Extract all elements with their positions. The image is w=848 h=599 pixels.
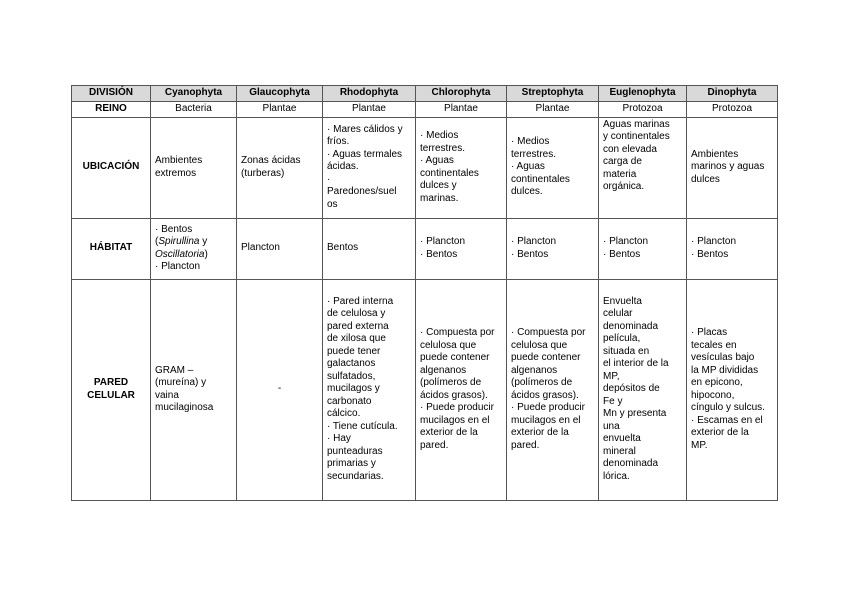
cell-line: exterior de la	[691, 427, 749, 438]
cell-line: os	[327, 198, 338, 210]
cell-line: · Escamas en el	[691, 414, 763, 426]
cell-line: · Puede producir	[420, 402, 494, 413]
cell-line: MP.	[691, 439, 708, 451]
cell-line: dulces	[691, 173, 720, 185]
cell-line: punteaduras	[327, 445, 383, 457]
cell-line: cálcico.	[327, 408, 361, 420]
cell-line: · Medios	[511, 136, 550, 148]
cell-line: celulosa que	[511, 339, 568, 351]
habitat-label: HÁBITAT	[72, 218, 151, 279]
cell-line: ácidos grasos).	[511, 389, 579, 401]
genus-oscillatoria: Oscillatoria	[155, 248, 205, 260]
cell-line: con elevada	[603, 143, 657, 155]
cell-line: algenanos	[511, 364, 558, 376]
reino-chlorophyta: Plantae	[416, 102, 507, 118]
reino-glaucophyta: Plantae	[237, 102, 323, 118]
habitat-chlorophyta	[416, 218, 507, 279]
cell-line: y continentales	[603, 131, 670, 142]
cell-line: cíngulo y sulcus.	[691, 402, 765, 413]
ubicacion-chlorophyta	[416, 117, 507, 218]
cell-line: lórica.	[603, 470, 630, 482]
pared-dinophyta	[687, 279, 778, 500]
cell-line: orgánica.	[603, 181, 645, 192]
cell-line: Envuelta	[603, 295, 642, 307]
cell-line: tecales en	[691, 339, 737, 351]
cell-line: · Placas	[691, 327, 728, 338]
cell-line: · Medios	[420, 130, 459, 141]
habitat-dinophyta	[687, 218, 778, 279]
cell-line: puede contener	[511, 352, 581, 363]
cell-line: mucilagos en el	[420, 414, 490, 426]
reino-rhodophyta: Plantae	[323, 102, 416, 118]
cell-line: exterior de la	[420, 427, 478, 438]
cell-line: · Compuesta por	[420, 327, 495, 338]
cell-line: dulces.	[511, 186, 543, 198]
pared-cyanophyta	[151, 279, 237, 500]
cell-line: · Pared interna	[327, 295, 394, 307]
habitat-cyano-genera	[155, 236, 232, 249]
ubicacion-euglenophyta	[599, 117, 687, 218]
cell-line: · Aguas	[511, 161, 545, 173]
cell-line: mucilaginosa	[155, 402, 214, 413]
cell-line: terrestres.	[420, 142, 466, 154]
habitat-cyano-bentos: · Bentos	[155, 223, 193, 235]
cell-line: pared.	[511, 439, 540, 451]
cell-line: ácidos grasos).	[420, 389, 488, 401]
cell-line: materia	[603, 168, 637, 180]
habitat-glaucophyta: Plancton	[237, 218, 323, 279]
cell-line: · Hay	[327, 433, 351, 445]
cell-line: depósitos de	[603, 383, 660, 395]
cell-line: (mureína) y	[155, 377, 207, 388]
cell-line: continentales	[420, 167, 479, 179]
ubicacion-label: UBICACIÓN	[72, 117, 151, 218]
header-streptophyta: Streptophyta	[507, 86, 599, 102]
cell-line: Ambientes	[155, 155, 203, 166]
cell-line: de xilosa que	[327, 333, 386, 345]
cell-line: · Bentos	[603, 248, 641, 260]
cell-line: pared externa	[327, 320, 389, 332]
reino-euglenophyta: Protozoa	[599, 102, 687, 118]
cell-line: · Compuesta por	[511, 327, 586, 338]
reino-row	[72, 102, 778, 118]
cell-line: celular	[603, 308, 633, 320]
cell-line: (polímeros de	[511, 377, 573, 388]
pared-row	[72, 279, 778, 500]
paren-close: )	[204, 248, 208, 260]
cell-line: Zonas ácidas	[241, 155, 301, 166]
pared-euglenophyta	[599, 279, 687, 500]
cell-line: · Plancton	[691, 236, 737, 247]
cell-line: ·	[327, 173, 331, 185]
reino-label: REINO	[72, 102, 151, 118]
cell-line: el interior de la	[603, 358, 669, 370]
ubicacion-streptophyta	[507, 117, 599, 218]
cell-line: en epicono,	[691, 377, 743, 388]
cell-line: terrestres.	[511, 148, 557, 160]
habitat-rhodophyta: Bentos	[323, 218, 416, 279]
cell-line: · Aguas termales	[327, 148, 403, 160]
cell-line: ácidas.	[327, 161, 359, 173]
cell-line: secundarias.	[327, 470, 384, 482]
cell-line: Ambientes	[691, 148, 739, 160]
cell-line: Paredones/suel	[327, 186, 397, 198]
cell-line: vesículas bajo	[691, 352, 755, 363]
pared-streptophyta	[507, 279, 599, 500]
habitat-cyano-plancton: · Plancton	[155, 261, 201, 272]
cell-line: puede tener	[327, 345, 381, 357]
cell-line: · Bentos	[511, 248, 549, 260]
ubicacion-glaucophyta	[237, 117, 323, 218]
algae-divisions-table	[71, 85, 778, 501]
header-dinophyta: Dinophyta	[687, 86, 778, 102]
cell-line: extremos	[155, 167, 197, 179]
cell-line: de celulosa y	[327, 308, 386, 320]
genus-spirullina: Spirullina	[158, 236, 200, 247]
cell-line: (polímeros de	[420, 377, 482, 388]
cell-line: mucilagos y	[327, 383, 380, 395]
cell-line: MP,	[603, 370, 620, 382]
cell-line: carbonato	[327, 395, 372, 407]
cell-line: mucilagos en el	[511, 414, 581, 426]
cell-line: · Mares cálidos y	[327, 123, 403, 135]
ubicacion-row	[72, 117, 778, 218]
header-glaucophyta: Glaucophyta	[237, 86, 323, 102]
cell-line: situada en	[603, 345, 650, 357]
pared-label	[72, 279, 151, 500]
cell-line: algenanos	[420, 364, 467, 376]
cell-line: marinas.	[420, 192, 459, 204]
cell-line: · Plancton	[603, 236, 649, 247]
cell-line: Fe y	[603, 395, 623, 407]
cell-line: · Aguas	[420, 155, 454, 166]
cell-line: (turberas)	[241, 167, 285, 179]
cell-line: primarias y	[327, 458, 376, 470]
header-row	[72, 86, 778, 102]
reino-cyanophyta: Bacteria	[151, 102, 237, 118]
habitat-row	[72, 218, 778, 279]
cell-line: dulces y	[420, 180, 457, 191]
cell-line: · Bentos	[691, 248, 729, 260]
reino-dinophyta: Protozoa	[687, 102, 778, 118]
header-chlorophyta: Chlorophyta	[416, 86, 507, 102]
cell-line: · Plancton	[511, 236, 557, 247]
habitat-cyano-genera-2	[155, 249, 232, 262]
cell-line: pared.	[420, 439, 449, 451]
cell-line: vaina	[155, 389, 179, 401]
header-euglenophyta: Euglenophyta	[599, 86, 687, 102]
cell-line: puede contener	[420, 352, 490, 363]
cell-line: · Plancton	[420, 236, 466, 247]
cell-line: · Tiene cutícula.	[327, 420, 398, 432]
cell-line: sulfatados,	[327, 370, 376, 382]
cell-line: la MP divididas	[691, 364, 759, 376]
cell-line: hipocono,	[691, 389, 735, 401]
cell-line: · Puede producir	[511, 402, 585, 413]
cell-line: carga de	[603, 156, 642, 167]
header-rhodophyta: Rhodophyta	[323, 86, 416, 102]
pared-label-line1: PARED	[93, 377, 129, 388]
cell-line: marinos y aguas	[691, 161, 765, 173]
cell-line: GRAM –	[155, 364, 194, 376]
cell-line: fríos.	[327, 136, 350, 148]
cell-line: celulosa que	[420, 339, 477, 351]
cell-line: galactanos	[327, 358, 376, 370]
pared-chlorophyta	[416, 279, 507, 500]
reino-streptophyta: Plantae	[507, 102, 599, 118]
ubicacion-dinophyta	[687, 117, 778, 218]
habitat-euglenophyta	[599, 218, 687, 279]
ubicacion-cyanophyta	[151, 117, 237, 218]
habitat-streptophyta	[507, 218, 599, 279]
habitat-cyanophyta	[151, 218, 237, 279]
cell-line: mineral	[603, 445, 636, 457]
paren-open: (	[155, 236, 159, 247]
cell-line: una	[603, 420, 620, 432]
header-division: DIVISIÓN	[72, 86, 151, 102]
cell-line: continentales	[511, 173, 570, 185]
cell-line: denominada	[603, 320, 659, 332]
ubicacion-rhodophyta	[323, 117, 416, 218]
pared-glaucophyta: -	[237, 279, 323, 500]
header-cyanophyta: Cyanophyta	[151, 86, 237, 102]
conjunction: y	[199, 236, 208, 247]
pared-rhodophyta	[323, 279, 416, 500]
cell-line: Aguas marinas	[603, 118, 670, 130]
cell-line: exterior de la	[511, 427, 569, 438]
cell-line: película,	[603, 333, 641, 345]
cell-line: envuelta	[603, 433, 641, 445]
cell-line: · Bentos	[420, 248, 458, 260]
cell-line: denominada	[603, 458, 659, 470]
pared-label-line2: CELULAR	[87, 389, 135, 401]
cell-line: Mn y presenta	[603, 408, 667, 420]
